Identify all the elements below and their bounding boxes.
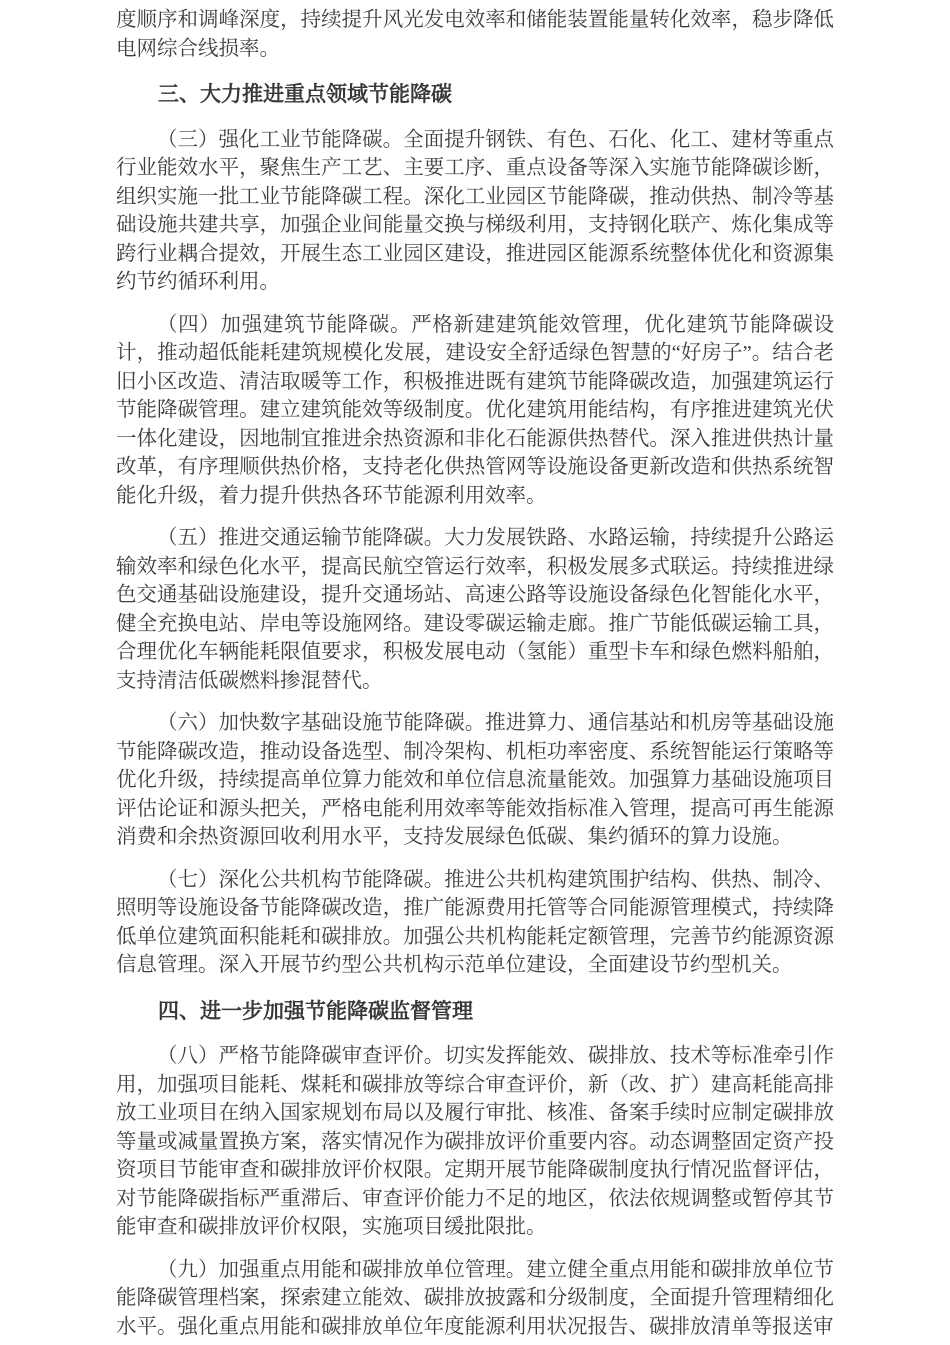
section-heading-three: 三、大力推进重点领域节能降碳 [158, 82, 452, 106]
paragraph-item-3-industry: （三）强化工业节能降碳。全面提升钢铁、有色、石化、化工、建材等重点行业能效水平，聚焦生产工艺、主要工序、重点设备等深入实施节能降碳诊断，组织实施一批工业节能降碳工程。深化工业园区节能降碳，推动供热、制冷等基础设施共建共享，加强企业间能量交换与梯级利用，支持钢化联产、炼化集成等跨行业耦合提效，开展生态工业园区建设，推进园区能源系统整体优化和资源集约节约循环利用。 [116, 128, 834, 293]
paragraph-continuation: 度顺序和调峰深度，持续提升风光发电效率和储能装置能量转化效率，稳步降低电网综合线损率。 [116, 9, 834, 60]
paragraph-item-9-key-units-truncated: （九）加强重点用能和碳排放单位管理。建立健全重点用能和碳排放单位节能降碳管理档案，探索建立能效、碳排放披露和分级制度，全面提升管理精细化水平。强化重点用能和碳排放单位年度能源利用状况报告、碳排放清单等报送审 [116, 1258, 834, 1338]
section-heading-four: 四、进一步加强节能降碳监督管理 [158, 998, 473, 1023]
paragraph-item-7-public-institutions: （七）深化公共机构节能降碳。推进公共机构建筑围护结构、供热、制冷、照明等设施设备节能降碳改造，推广能源费用托管等合同能源管理模式，持续降低单位建筑面积能耗和碳排放。加强公共机构能耗定额管理，完善节约能源资源信息管理。深入开展节约型公共机构示范单位建设，全面建设节约型机关。 [116, 868, 834, 976]
paragraph-item-4-buildings: （四）加强建筑节能降碳。严格新建建筑能效管理，优化建筑节能降碳设计，推动超低能耗建筑规模化发展，建设安全舒适绿色智慧的“好房子”。结合老旧小区改造、清洁取暖等工作，积极推进既有建筑节能降碳改造，加强建筑运行节能降碳管理。建立建筑能效等级制度。优化建筑用能结构，有序推进建筑光伏一体化建设，因地制宜推进余热资源和非化石能源供热替代。深入推进供热计量改革，有序理顺供热价格，支持老化供热管网等设施设备更新改造和供热系统智能化升级，着力提升供热各环节能源利用效率。 [116, 313, 834, 507]
paragraph-item-6-digital-infrastructure: （六）加快数字基础设施节能降碳。推进算力、通信基站和机房等基础设施节能降碳改造，推动设备选型、制冷架构、机柜功率密度、系统智能运行策略等优化升级，持续提高单位算力能效和单位信息流量能效。加强算力基础设施项目评估论证和源头把关，严格电能利用效率等能效指标准入管理，提高可再生能源消费和余热资源回收利用水平，支持发展绿色低碳、集约循环的算力设施。 [116, 712, 834, 848]
paragraph-item-5-transport: （五）推进交通运输节能降碳。大力发展铁路、水路运输，持续提升公路运输效率和绿色化水平，提高民航空管运行效率，积极发展多式联运。持续推进绿色交通基础设施建设，提升交通场站、高速公路等设施设备绿色化智能化水平，健全充换电站、岸电等设施网络。建设零碳运输走廊。推广节能低碳运输工具，合理优化车辆能耗限值要求，积极发展电动（氢能）重型卡车和绿色燃料船舶，支持清洁低碳燃料掺混替代。 [116, 527, 834, 692]
paragraph-item-8-review-evaluation: （八）严格节能降碳审查评价。切实发挥能效、碳排放、技术等标准牵引作用，加强项目能耗、煤耗和碳排放等综合审查评价，新（改、扩）建高耗能高排放工业项目在纳入国家规划布局以及履行审批、核准、备案手续时应制定碳排放等量或减量置换方案，落实情况作为碳排放评价重要内容。动态调整固定资产投资项目节能审查和碳排放评价权限。定期开展节能降碳制度执行情况监督评估，对节能降碳指标严重滞后、审查评价能力不足的地区，依法依规调整或暂停其节能审查和碳排放评价权限，实施项目缓批限批。 [116, 1045, 834, 1238]
